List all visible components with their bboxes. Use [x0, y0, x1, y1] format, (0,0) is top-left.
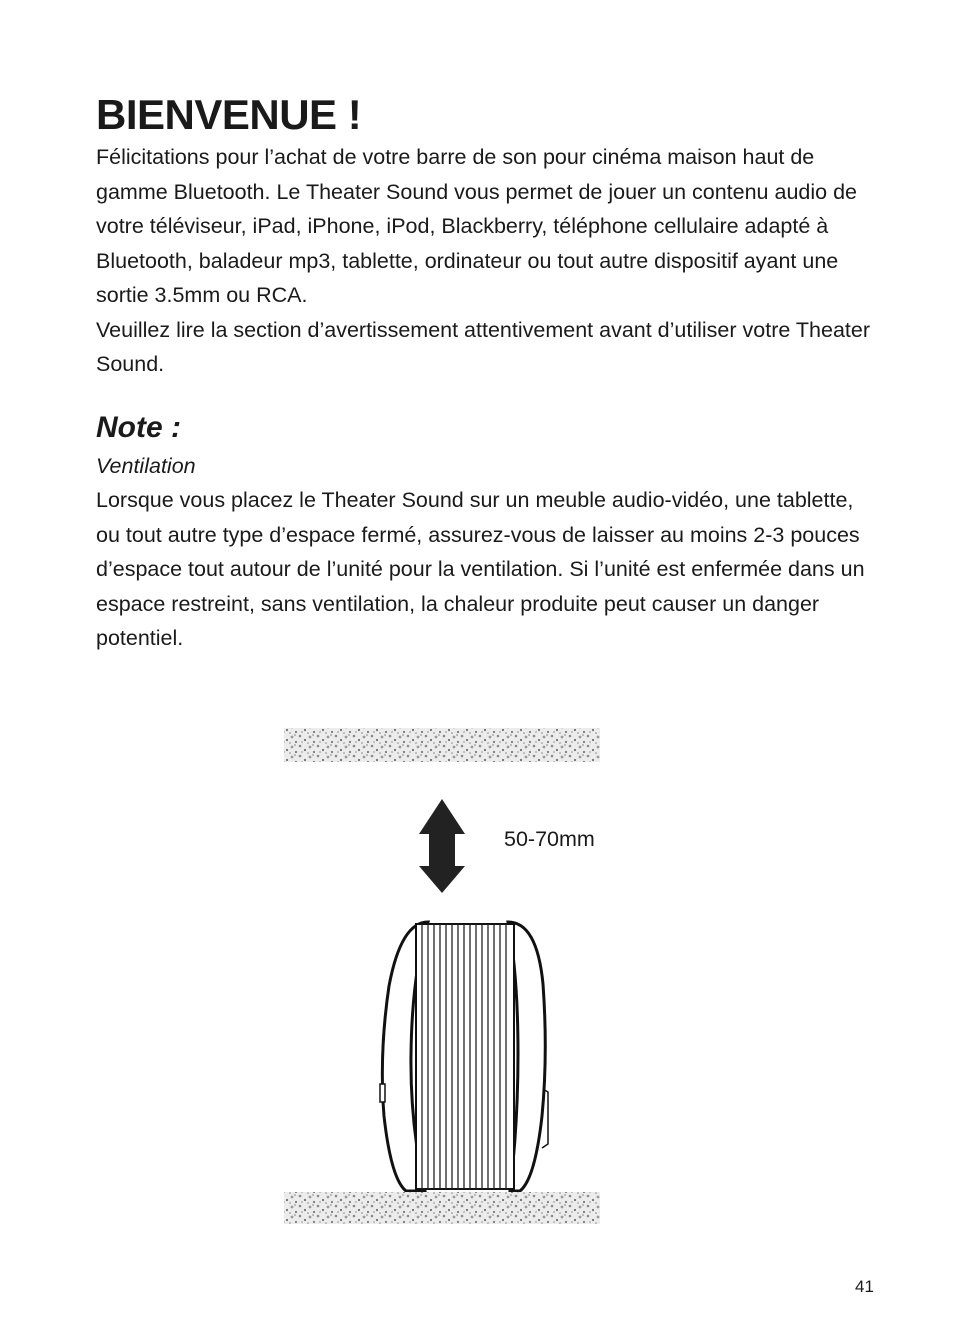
- soundbar-side-view-icon: [380, 922, 548, 1191]
- intro-paragraph-2: Veuillez lire la section d’avertissement attentivement avant d’utiliser votre Theater Sound.: [96, 317, 870, 376]
- intro-section: [96, 140, 876, 382]
- double-vertical-arrow-icon: [419, 799, 465, 893]
- bottom-shelf-surface: [284, 1192, 600, 1224]
- distance-label: 50-70mm: [504, 827, 595, 851]
- page-title: BIENVENUE !: [96, 91, 362, 138]
- top-shelf-surface: [284, 728, 600, 762]
- ventilation-diagram-svg: [280, 724, 610, 1230]
- ventilation-diagram: [280, 724, 610, 1230]
- page-number: 41: [855, 1277, 874, 1296]
- note-heading: Note :: [96, 411, 181, 444]
- note-body: Lorsque vous placez le Theater Sound sur un meuble audio-vidéo, une tablette, ou tout autre type d’espace fermé, assurez-vous de laisser au moins 2-3 pouces d’espace tout autour de l’unité pour la ventilation. Si l’unité est enfermée dans un espace restreint, sans ventilation, la chaleur produite peut causer un danger potentiel.: [96, 488, 865, 650]
- note-subheading: Ventilation: [96, 454, 196, 478]
- intro-paragraph-1: Félicitations pour l’achat de votre barre de son pour cinéma maison haut de gamme Bluetooth. Le Theater Sound vous permet de jouer un contenu audio de votre téléviseur, iPad, iPhone, iPod, Blackberry, téléphone cellulaire adapté à Bluetooth, baladeur mp3, tablette, ordinateur ou tout autre dispositif ayant une sortie 3.5mm ou RCA.: [96, 145, 857, 307]
